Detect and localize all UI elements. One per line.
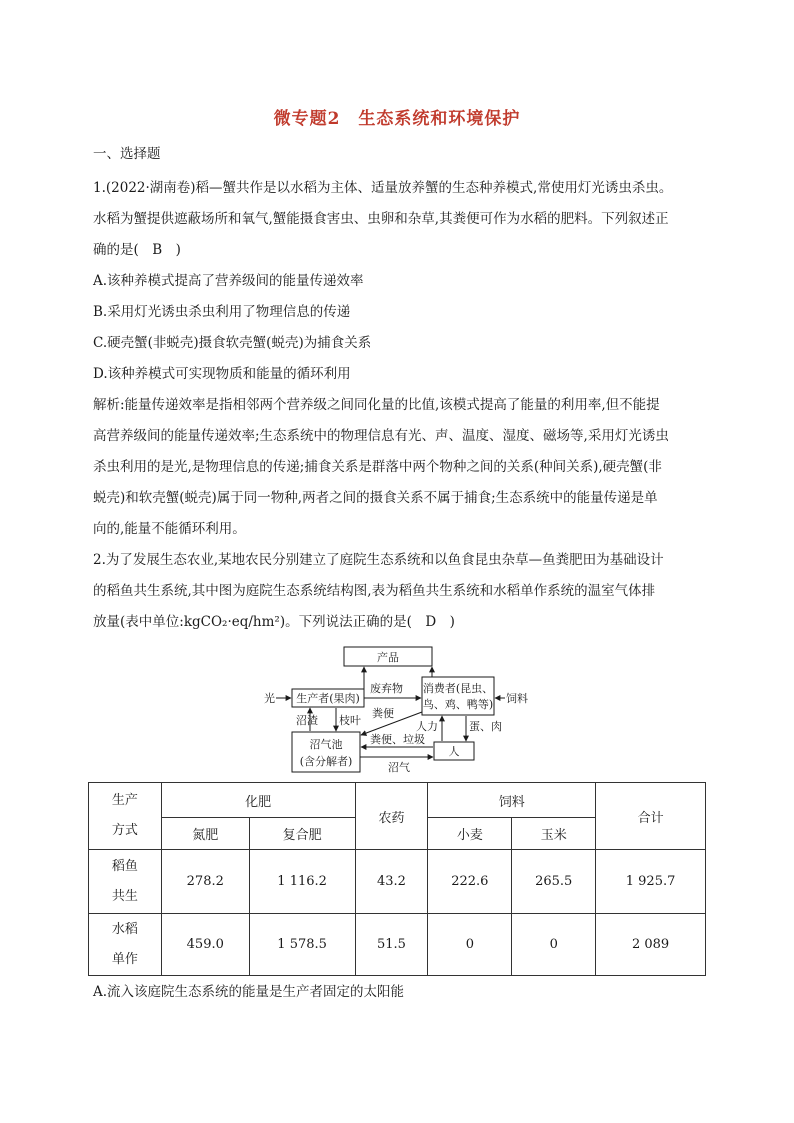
header-wheat: 小麦 <box>428 818 512 850</box>
biogas-label: 沼气 <box>388 761 410 774</box>
q1-analysis-line-4: 蜕壳)和软壳蟹(蜕壳)属于同一物种,两者之间的摄食关系不属于捕食;生态系统中的能量传递是单 <box>93 490 658 506</box>
table-row <box>89 850 706 914</box>
cell: 278.2 <box>161 850 249 914</box>
cell: 222.6 <box>428 850 512 914</box>
cell: 0 <box>428 914 512 976</box>
cell: 1 116.2 <box>249 850 355 914</box>
header-fertilizer: 化肥 <box>161 783 355 818</box>
leaves-label: 枝叶 <box>339 714 361 727</box>
q1-analysis-line-5: 向的,能量不能循环利用。 <box>93 521 246 537</box>
ecosystem-diagram <box>262 644 528 774</box>
pool-label-2: (含分解者) <box>299 755 353 768</box>
product-label: 产品 <box>377 651 399 664</box>
residue-label: 沼渣 <box>296 714 318 727</box>
cell: 459.0 <box>161 914 249 976</box>
q1-option-a: A.该种养模式提高了营养级间的能量传递效率 <box>93 273 364 289</box>
eggs-label: 蛋、肉 <box>469 720 502 733</box>
waste-label: 废弃物 <box>370 682 403 695</box>
cell: 1 925.7 <box>596 850 706 914</box>
row-name: 稻鱼 共生 <box>89 850 162 914</box>
row-name: 水稻 单作 <box>89 914 162 976</box>
consumer-label-2: 鸟、鸡、鸭等) <box>422 698 494 711</box>
pool-label-1: 沼气池 <box>309 738 343 751</box>
page-title: 微专题2 生态系统和环境保护 <box>273 109 521 129</box>
table-row <box>89 914 706 976</box>
cell: 43.2 <box>355 850 428 914</box>
cell: 1 578.5 <box>249 914 355 976</box>
q1-stem-line-1: 1.(2022·湖南卷)稻—蟹共作是以水稻为主体、适量放养蟹的生态种养模式,常使用灯光诱虫杀虫。 <box>93 180 673 196</box>
q1-option-c: C.硬壳蟹(非蜕壳)摄食软壳蟹(蜕壳)为捕食关系 <box>93 335 372 351</box>
q1-stem-line-3: 确的是( B ) <box>93 242 181 258</box>
q1-option-b: B.采用灯光诱虫杀虫利用了物理信息的传递 <box>93 304 351 320</box>
cell: 51.5 <box>355 914 428 976</box>
q2-stem-line-2: 的稻鱼共生系统,其中图为庭院生态系统结构图,表为稻鱼共生系统和水稻单作系统的温室气体排 <box>93 583 656 599</box>
header-compound: 复合肥 <box>249 818 355 850</box>
q2-stem-line-1: 2.为了发展生态农业,某地农民分别建立了庭院生态系统和以鱼食昆虫杂草—鱼粪肥田为基础设计 <box>93 552 664 568</box>
consumer-label-1: 消费者(昆虫、 <box>422 682 494 695</box>
header-feed: 饲料 <box>428 783 596 818</box>
header-nitrogen: 氮肥 <box>161 818 249 850</box>
cell: 0 <box>512 914 596 976</box>
section-heading: 一、选择题 <box>93 146 161 162</box>
feed-label: 饲料 <box>506 692 528 705</box>
q2-stem-line-3: 放量(表中单位:kgCO₂·eq/hm²)。下列说法正确的是( D ) <box>93 614 455 630</box>
q1-stem-line-2: 水稻为蟹提供遮蔽场所和氧气,蟹能摄食害虫、虫卵和杂草,其粪便可作为水稻的肥料。下列叙述正 <box>93 211 669 227</box>
q1-analysis-line-3: 杀虫利用的是光,是物理信息的传递;捕食关系是群落中两个物种之间的关系(种间关系),硬壳蟹(非 <box>93 459 662 475</box>
cell: 265.5 <box>512 850 596 914</box>
q1-analysis-line-1: 解析:能量传递效率是指相邻两个营养级之间同化量的比值,该模式提高了能量的利用率,但不能提 <box>93 397 660 413</box>
producer-label: 生产者(果肉) <box>296 692 360 705</box>
dung-garbage-label: 粪便、垃圾 <box>370 733 425 746</box>
q2-option-a: A.流入该庭院生态系统的能量是生产者固定的太阳能 <box>93 984 405 1000</box>
dung-label: 粪便 <box>372 707 394 720</box>
q1-option-d: D.该种养模式可实现物质和能量的循环利用 <box>93 366 351 382</box>
header-mode: 生产 方式 <box>89 783 162 850</box>
human-label: 人 <box>448 745 460 758</box>
header-pesticide: 农药 <box>355 783 428 850</box>
header-total: 合计 <box>596 783 706 850</box>
cell: 2 089 <box>596 914 706 976</box>
light-label: 光 <box>264 692 275 705</box>
q1-analysis-line-2: 高营养级间的能量传递效率;生态系统中的物理信息有光、声、温度、湿度、磁场等,采用灯光诱虫 <box>93 428 669 444</box>
labor-label: 人力 <box>416 720 438 733</box>
header-corn: 玉米 <box>512 818 596 850</box>
emission-table <box>88 782 706 976</box>
